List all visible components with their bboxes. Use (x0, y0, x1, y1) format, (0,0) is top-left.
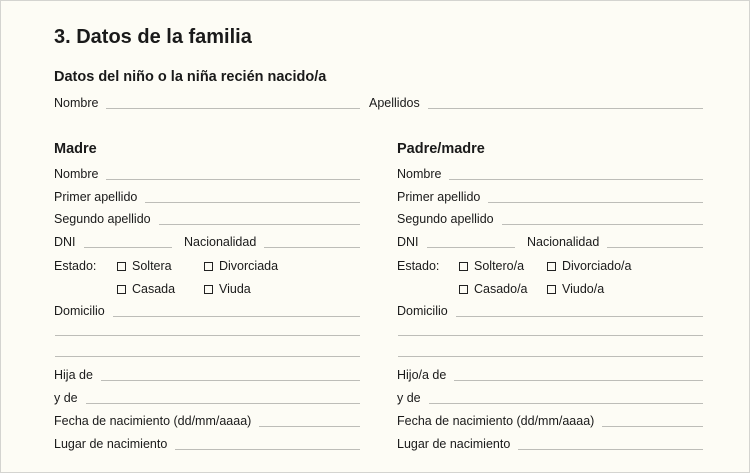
madre-primer-apellido-input[interactable] (145, 202, 360, 203)
checkbox[interactable] (547, 262, 556, 271)
option-label: Divorciado/a (562, 259, 632, 273)
padre-hijo-de-field[interactable] (397, 367, 703, 383)
field-label: Fecha de nacimiento (dd/mm/aaaa) (397, 414, 595, 428)
checkbox[interactable] (204, 262, 213, 271)
newborn-apellidos-input[interactable] (428, 108, 703, 109)
padre-dni-field[interactable] (397, 234, 515, 250)
field-label: Hijo/a de (397, 368, 447, 382)
madre-domicilio-field[interactable] (54, 303, 360, 319)
padre-lugar-nacimiento-field[interactable] (397, 436, 703, 452)
madre-y-de-field[interactable] (54, 390, 360, 406)
field-label: Apellidos (369, 96, 420, 110)
madre-nacionalidad-input[interactable] (264, 247, 360, 248)
madre-estado-viuda[interactable] (204, 281, 251, 297)
padre-domicilio-line-2[interactable] (398, 335, 703, 336)
padre-y-de-field[interactable] (397, 390, 703, 406)
padre-nombre-input[interactable] (449, 179, 703, 180)
madre-dni-field[interactable] (54, 234, 172, 250)
section-title: 3. Datos de la familia (54, 26, 252, 48)
padre-fecha-nacimiento-input[interactable] (602, 426, 703, 427)
madre-segundo-apellido-field[interactable] (54, 211, 360, 227)
madre-nacionalidad-field[interactable] (184, 234, 360, 250)
field-label: DNI (54, 235, 76, 249)
padre-estado-soltero[interactable] (459, 258, 524, 274)
option-label: Viudo/a (562, 282, 605, 296)
madre-fecha-nacimiento-input[interactable] (259, 426, 360, 427)
field-label: Segundo apellido (54, 212, 151, 226)
option-label: Casada (132, 282, 176, 296)
padre-estado-divorciado[interactable] (547, 258, 631, 274)
newborn-heading: Datos del niño o la niña recién nacido/a (54, 69, 327, 85)
padre-primer-apellido-input[interactable] (488, 202, 703, 203)
madre-y-de-input[interactable] (86, 403, 360, 404)
madre-domicilio-input[interactable] (113, 316, 360, 317)
padre-hijo-de-input[interactable] (454, 380, 703, 381)
field-label: Nombre (54, 167, 99, 181)
madre-estado-divorciada[interactable] (204, 258, 278, 274)
padre-y-de-input[interactable] (429, 403, 703, 404)
field-label: Domicilio (54, 304, 105, 318)
padre-estado-viudo[interactable] (547, 281, 604, 297)
field-label: DNI (397, 235, 419, 249)
madre-lugar-nacimiento-field[interactable] (54, 436, 360, 452)
field-label: Segundo apellido (397, 212, 494, 226)
checkbox[interactable] (117, 262, 126, 271)
madre-heading: Madre (54, 141, 97, 157)
padre-estado-casado[interactable] (459, 281, 528, 297)
padre-primer-apellido-field[interactable] (397, 189, 703, 205)
field-label: Nombre (397, 167, 442, 181)
madre-primer-apellido-field[interactable] (54, 189, 360, 205)
madre-domicilio-line-3[interactable] (55, 356, 360, 357)
padre-heading: Padre/madre (397, 141, 485, 157)
madre-lugar-nacimiento-input[interactable] (175, 449, 360, 450)
padre-nacionalidad-field[interactable] (527, 234, 703, 250)
padre-fecha-nacimiento-field[interactable] (397, 413, 703, 429)
newborn-apellidos-field[interactable] (369, 95, 703, 111)
madre-segundo-apellido-input[interactable] (159, 224, 360, 225)
padre-nacionalidad-input[interactable] (607, 247, 703, 248)
madre-nombre-field[interactable] (54, 166, 360, 182)
field-label: Lugar de nacimiento (54, 437, 168, 451)
madre-estado-label: Estado: (54, 259, 97, 273)
padre-lugar-nacimiento-input[interactable] (518, 449, 703, 450)
padre-domicilio-field[interactable] (397, 303, 703, 319)
madre-fecha-nacimiento-field[interactable] (54, 413, 360, 429)
field-label: y de (54, 391, 78, 405)
option-label: Divorciada (219, 259, 279, 273)
field-label: Nacionalidad (527, 235, 600, 249)
field-label: Primer apellido (54, 190, 138, 204)
madre-estado-casada[interactable] (117, 281, 175, 297)
checkbox[interactable] (204, 285, 213, 294)
madre-nombre-input[interactable] (106, 179, 360, 180)
option-label: Viuda (219, 282, 251, 296)
field-label: Fecha de nacimiento (dd/mm/aaaa) (54, 414, 252, 428)
padre-domicilio-input[interactable] (456, 316, 703, 317)
madre-domicilio-line-2[interactable] (55, 335, 360, 336)
padre-dni-input[interactable] (427, 247, 515, 248)
madre-hija-de-input[interactable] (101, 380, 360, 381)
field-label: Nacionalidad (184, 235, 257, 249)
field-label: Hija de (54, 368, 93, 382)
field-label: Nombre (54, 96, 99, 110)
madre-dni-input[interactable] (84, 247, 172, 248)
checkbox[interactable] (117, 285, 126, 294)
padre-segundo-apellido-input[interactable] (502, 224, 703, 225)
checkbox[interactable] (459, 285, 468, 294)
option-label: Soltera (132, 259, 172, 273)
field-label: Primer apellido (397, 190, 481, 204)
checkbox[interactable] (547, 285, 556, 294)
field-label: Lugar de nacimiento (397, 437, 511, 451)
madre-hija-de-field[interactable] (54, 367, 360, 383)
padre-nombre-field[interactable] (397, 166, 703, 182)
padre-domicilio-line-3[interactable] (398, 356, 703, 357)
option-label: Casado/a (474, 282, 528, 296)
option-label: Soltero/a (474, 259, 525, 273)
madre-estado-soltera[interactable] (117, 258, 172, 274)
padre-estado-label: Estado: (397, 259, 440, 273)
padre-segundo-apellido-field[interactable] (397, 211, 703, 227)
field-label: Domicilio (397, 304, 448, 318)
newborn-nombre-input[interactable] (106, 108, 360, 109)
newborn-nombre-field[interactable] (54, 95, 360, 111)
checkbox[interactable] (459, 262, 468, 271)
field-label: y de (397, 391, 421, 405)
